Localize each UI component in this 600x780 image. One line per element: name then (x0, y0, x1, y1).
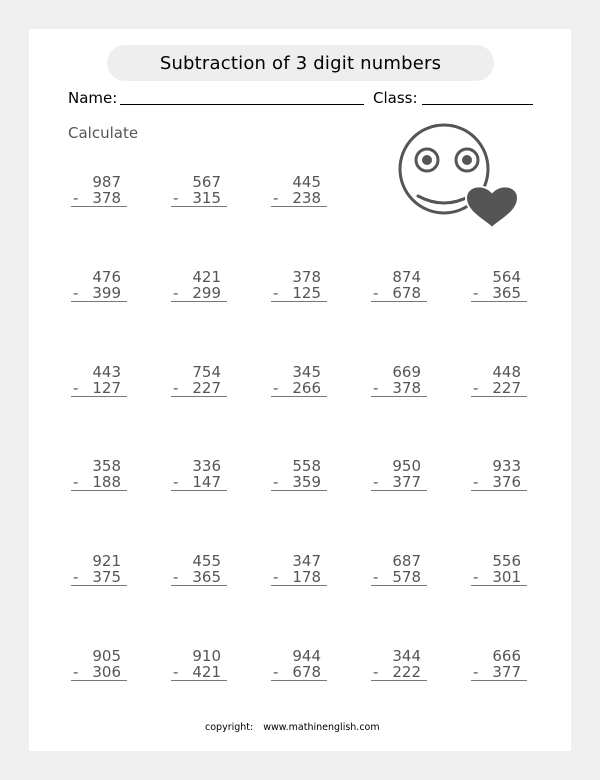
minuend: 336 (192, 457, 221, 475)
subtrahend-row (71, 286, 127, 302)
subtrahend: 378 (92, 189, 121, 207)
minus-sign: - (73, 568, 79, 586)
subtrahend: 377 (492, 663, 521, 681)
minus-sign: - (173, 473, 179, 491)
minuend: 378 (292, 268, 321, 286)
subtrahend: 178 (292, 568, 321, 586)
instruction-text: Calculate (68, 124, 139, 142)
minuend: 950 (392, 457, 421, 475)
worksheet-title (107, 45, 494, 81)
minus-sign: - (73, 379, 79, 397)
subtrahend-row (171, 665, 227, 681)
subtraction-problem (71, 648, 127, 681)
subtraction-problem (271, 553, 327, 586)
subtrahend-row (171, 570, 227, 586)
subtrahend: 678 (292, 663, 321, 681)
subtrahend-row (271, 665, 327, 681)
subtrahend: 359 (292, 473, 321, 491)
subtrahend-row (271, 570, 327, 586)
minus-sign: - (273, 568, 279, 586)
copyright-label: copyright: (205, 722, 254, 733)
name-label: Name: (68, 89, 118, 107)
minuend: 564 (492, 268, 521, 286)
subtrahend: 299 (192, 284, 221, 302)
minus-sign: - (473, 284, 479, 302)
subtrahend-row (471, 286, 527, 302)
subtraction-problem (71, 174, 127, 207)
minus-sign: - (173, 284, 179, 302)
subtrahend: 365 (492, 284, 521, 302)
minus-sign: - (273, 379, 279, 397)
minuend: 445 (292, 173, 321, 191)
minuend: 443 (92, 363, 121, 381)
subtraction-problem (71, 458, 127, 491)
minuend: 987 (92, 173, 121, 191)
minus-sign: - (473, 568, 479, 586)
minus-sign: - (73, 473, 79, 491)
subtrahend-row (271, 381, 327, 397)
subtrahend: 266 (292, 379, 321, 397)
subtrahend: 375 (92, 568, 121, 586)
copyright-footer (205, 722, 380, 733)
minuend: 910 (192, 647, 221, 665)
subtraction-problem (371, 269, 427, 302)
subtraction-problem (471, 458, 527, 491)
subtrahend: 315 (192, 189, 221, 207)
subtrahend: 238 (292, 189, 321, 207)
subtraction-problem (471, 648, 527, 681)
subtraction-problem (171, 458, 227, 491)
minus-sign: - (273, 473, 279, 491)
subtrahend-row (171, 286, 227, 302)
subtrahend: 227 (492, 379, 521, 397)
minuend: 905 (92, 647, 121, 665)
minuend: 556 (492, 552, 521, 570)
subtraction-problem (271, 648, 327, 681)
minus-sign: - (373, 284, 379, 302)
minus-sign: - (173, 663, 179, 681)
name-line (120, 104, 364, 105)
subtrahend: 399 (92, 284, 121, 302)
subtraction-problem (71, 553, 127, 586)
subtrahend: 378 (392, 379, 421, 397)
subtrahend-row (271, 286, 327, 302)
subtrahend: 377 (392, 473, 421, 491)
subtrahend-row (271, 475, 327, 491)
class-label: Class: (373, 89, 418, 107)
subtraction-problem (171, 364, 227, 397)
subtrahend-row (71, 475, 127, 491)
minuend: 421 (192, 268, 221, 286)
minus-sign: - (373, 663, 379, 681)
subtraction-problem (371, 553, 427, 586)
subtrahend-row (71, 191, 127, 207)
minus-sign: - (373, 473, 379, 491)
subtraction-problem (171, 269, 227, 302)
subtraction-problem (171, 553, 227, 586)
subtrahend-row (371, 570, 427, 586)
minuend: 669 (392, 363, 421, 381)
subtraction-problem (71, 364, 127, 397)
subtraction-problem (371, 648, 427, 681)
minuend: 448 (492, 363, 521, 381)
minuend: 666 (492, 647, 521, 665)
subtrahend: 421 (192, 663, 221, 681)
subtrahend-row (271, 191, 327, 207)
subtrahend: 578 (392, 568, 421, 586)
minuend: 344 (392, 647, 421, 665)
subtrahend-row (171, 191, 227, 207)
subtrahend: 222 (392, 663, 421, 681)
minus-sign: - (73, 284, 79, 302)
minuend: 347 (292, 552, 321, 570)
minus-sign: - (73, 663, 79, 681)
minus-sign: - (173, 189, 179, 207)
subtrahend: 678 (392, 284, 421, 302)
subtrahend-row (71, 570, 127, 586)
subtrahend-row (371, 665, 427, 681)
minus-sign: - (373, 568, 379, 586)
subtrahend: 301 (492, 568, 521, 586)
subtrahend-row (371, 381, 427, 397)
subtraction-problem (471, 553, 527, 586)
subtraction-problem (371, 364, 427, 397)
minus-sign: - (173, 379, 179, 397)
subtrahend: 147 (192, 473, 221, 491)
minuend: 345 (292, 363, 321, 381)
subtrahend: 188 (92, 473, 121, 491)
smiley-with-heart-icon (394, 122, 522, 234)
minuend: 476 (92, 268, 121, 286)
subtrahend: 376 (492, 473, 521, 491)
worksheet-title-text: Subtraction of 3 digit numbers (159, 52, 442, 74)
subtraction-problem (271, 364, 327, 397)
subtrahend-row (471, 475, 527, 491)
subtrahend: 125 (292, 284, 321, 302)
subtraction-problem (371, 458, 427, 491)
subtrahend-row (471, 381, 527, 397)
subtraction-problem (71, 269, 127, 302)
minus-sign: - (273, 189, 279, 207)
subtraction-problem (171, 174, 227, 207)
subtraction-problem (471, 364, 527, 397)
minuend: 921 (92, 552, 121, 570)
minus-sign: - (273, 284, 279, 302)
minus-sign: - (173, 568, 179, 586)
subtrahend-row (71, 381, 127, 397)
subtrahend-row (171, 475, 227, 491)
minus-sign: - (273, 663, 279, 681)
minuend: 358 (92, 457, 121, 475)
minuend: 933 (492, 457, 521, 475)
subtrahend-row (471, 665, 527, 681)
subtrahend-row (371, 475, 427, 491)
minuend: 944 (292, 647, 321, 665)
minuend: 754 (192, 363, 221, 381)
minuend: 567 (192, 173, 221, 191)
subtrahend-row (471, 570, 527, 586)
subtrahend: 306 (92, 663, 121, 681)
subtrahend-row (71, 665, 127, 681)
subtrahend-row (371, 286, 427, 302)
minus-sign: - (473, 473, 479, 491)
minuend: 558 (292, 457, 321, 475)
minuend: 455 (192, 552, 221, 570)
subtraction-problem (271, 269, 327, 302)
minuend: 687 (392, 552, 421, 570)
minuend: 874 (392, 268, 421, 286)
subtraction-problem (271, 458, 327, 491)
subtrahend: 127 (92, 379, 121, 397)
minus-sign: - (373, 379, 379, 397)
class-line (422, 104, 533, 105)
minus-sign: - (473, 379, 479, 397)
copyright-site: www.mathinenglish.com (263, 722, 380, 733)
subtraction-problem (471, 269, 527, 302)
subtraction-problem (171, 648, 227, 681)
subtrahend-row (171, 381, 227, 397)
subtraction-problem (271, 174, 327, 207)
minus-sign: - (73, 189, 79, 207)
subtrahend: 227 (192, 379, 221, 397)
minus-sign: - (473, 663, 479, 681)
subtrahend: 365 (192, 568, 221, 586)
